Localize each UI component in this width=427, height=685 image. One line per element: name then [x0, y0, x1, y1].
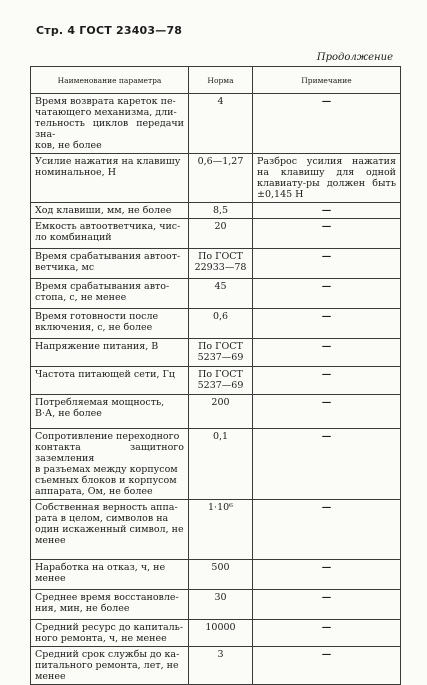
note-cell	[253, 309, 401, 339]
norm-value	[189, 339, 253, 367]
parameter-name	[31, 339, 189, 367]
parameter-name-line: Время срабатывания авто-	[35, 281, 170, 292]
parameter-name	[31, 367, 189, 395]
table-row	[31, 219, 401, 249]
norm-value-line: 45	[214, 281, 227, 292]
norm-value-line: 500	[211, 562, 230, 573]
parameter-name-line: Сопротивление переходного	[35, 431, 180, 442]
parameter-name	[31, 249, 189, 279]
parameter-name-line: Наработка на отказ, ч, не	[35, 562, 166, 573]
norm-value-line: 1·10⁶	[208, 502, 233, 513]
note-cell	[253, 590, 401, 620]
note-cell	[253, 339, 401, 367]
norm-value	[189, 367, 253, 395]
table-row	[31, 429, 401, 500]
note-cell	[253, 500, 401, 560]
parameter-name	[31, 560, 189, 590]
parameter-name-line: в разъемах между корпусом	[35, 464, 178, 475]
parameter-name	[31, 94, 189, 154]
parameter-name-line: тельность циклов передачи зна-	[35, 118, 184, 140]
table-row	[31, 309, 401, 339]
note-cell	[253, 94, 401, 154]
note-cell	[253, 279, 401, 309]
parameter-name	[31, 279, 189, 309]
parameter-name-line: Время готовности после	[35, 311, 159, 322]
note-dash: —	[321, 592, 332, 603]
norm-value	[189, 620, 253, 647]
table-row	[31, 647, 401, 685]
table-row	[31, 500, 401, 560]
note-dash: —	[321, 96, 332, 107]
norm-value	[189, 203, 253, 219]
parameter-name-line: ния, мин, не более	[35, 603, 130, 614]
parameter-name-line: Емкость автоответчика, чис-	[35, 221, 181, 232]
parameter-name	[31, 500, 189, 560]
norm-value-line: 30	[214, 592, 227, 603]
norm-value-line: 0,1	[212, 431, 229, 442]
table-row	[31, 279, 401, 309]
table-body	[31, 94, 401, 685]
norm-value	[189, 590, 253, 620]
norm-value	[189, 500, 253, 560]
continuation-label: Продолжение	[316, 52, 393, 63]
parameters-table	[30, 66, 401, 685]
column-header-parameter: Наименование параметра	[31, 67, 189, 94]
parameter-name-line: Время возврата кареток пе-	[35, 96, 176, 107]
column-header-note: Примечание	[253, 67, 401, 94]
norm-value-line: По ГОСТ	[198, 369, 243, 380]
parameter-name-line: контакта защитного заземления	[35, 442, 184, 464]
norm-value	[189, 249, 253, 279]
norm-value-line: 0,6—1,27	[197, 156, 244, 167]
note-dash: —	[321, 369, 332, 380]
parameter-name-line: один искаженный символ, не	[35, 524, 184, 535]
parameter-name	[31, 154, 189, 203]
parameter-name-line: Потребляемая мощность,	[35, 397, 165, 408]
note-dash: —	[321, 251, 332, 262]
page-header: Стр. 4 ГОСТ 23403—78	[36, 24, 183, 37]
note-cell	[253, 249, 401, 279]
note-dash: —	[321, 281, 332, 292]
table-row	[31, 620, 401, 647]
note-text: Разброс усилия нажатия на клавишу для одной клавиату-ры должен быть ±0,145 Н	[257, 156, 396, 200]
note-cell	[253, 367, 401, 395]
parameter-name-line: В·А, не более	[35, 408, 102, 419]
note-cell	[253, 429, 401, 500]
parameter-name-line: ло комбинаций	[35, 232, 112, 243]
table-row	[31, 560, 401, 590]
parameter-name-line: рата в целом, символов на	[35, 513, 169, 524]
parameter-name-line: питального ремонта, лет, не	[35, 660, 179, 671]
norm-value	[189, 647, 253, 685]
parameter-name-line: ного ремонта, ч, не менее	[35, 633, 167, 644]
table-row	[31, 249, 401, 279]
table-row	[31, 590, 401, 620]
norm-value-line: По ГОСТ	[198, 251, 243, 262]
norm-value-line: 20	[214, 221, 227, 232]
table-row	[31, 367, 401, 395]
parameter-name	[31, 590, 189, 620]
parameter-name	[31, 395, 189, 429]
norm-value-line: 200	[211, 397, 230, 408]
column-header-norm: Норма	[189, 67, 253, 94]
note-cell	[253, 154, 401, 203]
parameter-name-line: Время срабатывания автоот-	[35, 251, 181, 262]
note-dash: —	[321, 431, 332, 442]
parameter-name	[31, 647, 189, 685]
parameter-name-line: Ход клавиши, мм, не более	[35, 205, 172, 216]
note-cell	[253, 203, 401, 219]
norm-value	[189, 279, 253, 309]
norm-value	[189, 395, 253, 429]
parameter-name-line: менее	[35, 671, 66, 682]
parameter-name-line: менее	[35, 573, 66, 584]
table-row	[31, 94, 401, 154]
parameter-name	[31, 620, 189, 647]
norm-value-line: 3	[217, 649, 224, 660]
table-row	[31, 339, 401, 367]
parameter-name	[31, 203, 189, 219]
norm-value-line: 8,5	[212, 205, 229, 216]
table-row	[31, 154, 401, 203]
parameter-name-line: включения, с, не более	[35, 322, 153, 333]
parameter-name-line: Напряжение питания, В	[35, 341, 159, 352]
note-cell	[253, 560, 401, 590]
parameter-name-line: номинальное, Н	[35, 167, 116, 178]
note-cell	[253, 620, 401, 647]
note-dash: —	[321, 205, 332, 216]
parameter-name	[31, 309, 189, 339]
parameter-name-line: ветчика, мс	[35, 262, 95, 273]
note-dash: —	[321, 397, 332, 408]
norm-value-line: 5237—69	[197, 380, 244, 391]
parameter-name	[31, 429, 189, 500]
norm-value-line: По ГОСТ	[198, 341, 243, 352]
parameter-name-line: ков, не более	[35, 140, 102, 151]
table-header-row	[31, 67, 401, 94]
parameter-name-line: Среднее время восстановле-	[35, 592, 179, 603]
note-dash: —	[321, 622, 332, 633]
norm-value-line: 0,6	[212, 311, 229, 322]
note-dash: —	[321, 311, 332, 322]
parameter-name-line: съемных блоков и корпусом	[35, 475, 177, 486]
parameter-name-line: менее	[35, 535, 66, 546]
norm-value	[189, 219, 253, 249]
parameter-name-line: аппарата, Ом, не более	[35, 486, 153, 497]
parameter-name-line: Частота питающей сети, Гц	[35, 369, 175, 380]
note-dash: —	[321, 341, 332, 352]
note-cell	[253, 647, 401, 685]
norm-value	[189, 560, 253, 590]
parameter-name	[31, 219, 189, 249]
note-cell	[253, 219, 401, 249]
norm-value-line: 5237—69	[197, 352, 244, 363]
norm-value	[189, 154, 253, 203]
norm-value-line: 4	[217, 96, 224, 107]
table-row	[31, 395, 401, 429]
note-dash: —	[321, 562, 332, 573]
parameter-name-line: Усилие нажатия на клавишу	[35, 156, 181, 167]
parameter-name-line: стопа, с, не менее	[35, 292, 127, 303]
norm-value	[189, 429, 253, 500]
note-cell	[253, 395, 401, 429]
note-dash: —	[321, 649, 332, 660]
norm-value-line: 10000	[205, 622, 236, 633]
norm-value	[189, 309, 253, 339]
note-dash: —	[321, 502, 332, 513]
table-row	[31, 203, 401, 219]
parameter-name-line: Средний срок службы до ка-	[35, 649, 180, 660]
parameter-name-line: Средний ресурс до капиталь-	[35, 622, 184, 633]
parameter-name-line: чатающего механизма, дли-	[35, 107, 177, 118]
note-dash: —	[321, 221, 332, 232]
parameter-name-line: Собственная верность аппа-	[35, 502, 178, 513]
norm-value	[189, 94, 253, 154]
norm-value-line: 22933—78	[194, 262, 247, 273]
